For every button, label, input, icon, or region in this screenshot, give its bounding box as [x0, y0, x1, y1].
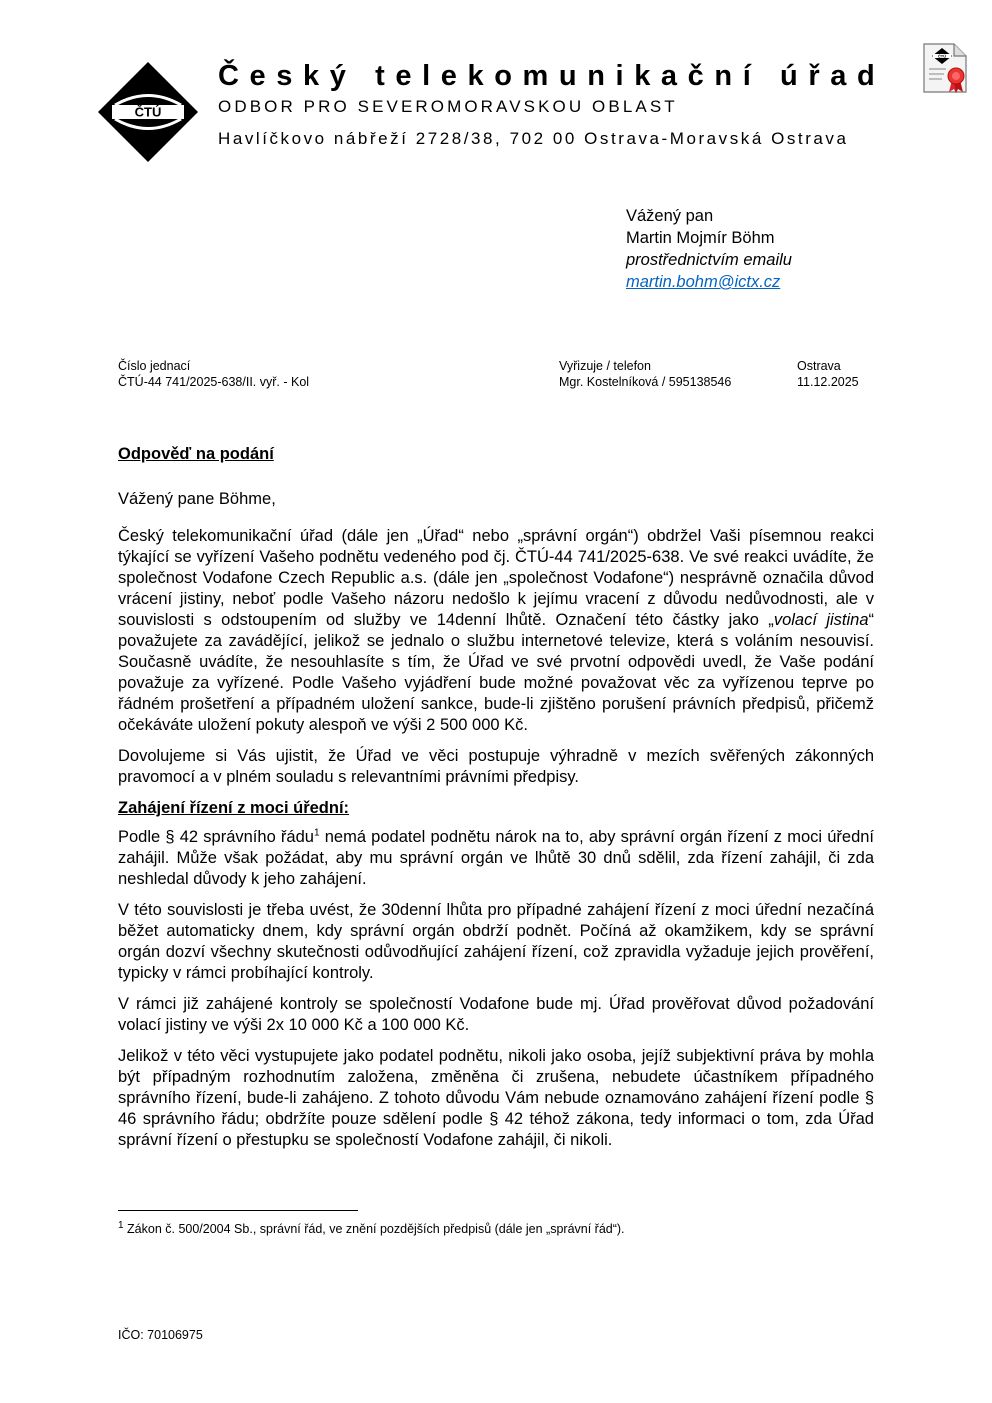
footnote-number: 1	[118, 1219, 124, 1231]
paragraph-3	[118, 827, 874, 890]
paragraph-1	[118, 526, 874, 736]
footnote	[118, 1220, 625, 1238]
date-value: 11.12.2025	[797, 375, 859, 389]
paragraph-6: Jelikož v této věci vystupujete jako podatel podnětu, nikoli jako osoba, jejíž subjektivní práva by mohla být případným rozhodnutím založena, změněna či zrušena, nebudete účastníkem případného správního řízení, bude-li zahájeno. Z tohoto důvodu Vám nebude oznamováno zahájení řízení podle § 46 správního řádu; obdržíte pouze sdělení podle § 42 téhož zákona, tedy informaci o tom, zda Úřad správní řízení o přestupku se společností Vodafone zahájil, či nikoli.	[118, 1047, 874, 1149]
paragraph-4: V této souvislosti je třeba uvést, že 30denní lhůta pro případné zahájení řízení z moci úřední nezačíná běžet automaticky dnem, kdy správní orgán obdrží podnět. Počíná až okamžikem, kdy se správní orgán dozví všechny skutečnosti odůvodňující zahájení řízení, což zpravidla vyžaduje jejich prověření, typicky v rámci probíhající kontroly.	[118, 901, 874, 982]
recipient-name: Martin Mojmír Böhm	[626, 229, 775, 247]
footnote-divider	[118, 1210, 358, 1211]
handler-label: Vyřizuje / telefon	[559, 359, 651, 373]
recipient-salutation: Vážený pan	[626, 207, 714, 225]
paragraph-3-part-b: nemá podatel podnětu nárok na to, aby správní orgán řízení z moci úřední zahájil. Může však požádat, aby mu správní orgán ve lhůtě 30 dnů sdělil, zda řízení zahájil, či zda neshledal důvody k jeho zahájení.	[118, 828, 875, 888]
place-label: Ostrava	[797, 359, 841, 373]
ctu-logo	[98, 62, 198, 162]
letter-subject: Odpověď na podání	[118, 445, 274, 463]
paragraph-1-part-b: “ považujete za zavádějící, jelikož se jednalo o službu internetové televize, která s voláním nesouvisí. Současně uvádíte, že nesouhlasíte s tím, že Úřad ve své prvotní odpovědi uvedl, že Vaše podání považuje za vyřízené. Podle Vašeho vyjádření bude možné považovat věc za vyřízenou teprve po řádném prošetření a případném uložení sankce, bude-li zjištěno porušení právních předpisů, přičemž očekáváte uložení pokuty alespoň ve výši 2 500 000 Kč.	[118, 611, 875, 734]
footer-ico: IČO: 70106975	[118, 1328, 203, 1342]
paragraph-5: V rámci již zahájené kontroly se společností Vodafone bude mj. Úřad prověřovat důvod požadování volací jistiny ve výši 2x 10 000 Kč a 100 000 Kč.	[118, 995, 874, 1034]
org-address: Havlíčkovo nábřeží 2728/38, 702 00 Ostrava-Moravská Ostrava	[218, 129, 849, 148]
handler-value: Mgr. Kostelníková / 595138546	[559, 375, 732, 389]
letter-greeting: Vážený pane Böhme,	[118, 490, 276, 508]
paragraph-1-part-a: Český telekomunikační úřad (dále jen „Úřad“ nebo „správní orgán“) obdržel Vaši písemnou reakci týkající se vyřízení Vašeho podnětu vedeného pod čj. ČTÚ-44 741/2025-638. Ve své reakci uvádíte, že společnost Vodafone Czech Republic a.s. (dále jen „společnost Vodafone“) nesprávně označila důvod vrácení jistiny, neboť podle Vašeho názoru nedošlo k jejímu vracení z důvodu nedůvodnosti, ale v souvislosti s odstoupením od služby ve 14denní lhůtě. Označení této částky jako „	[118, 527, 874, 629]
footnote-text: Zákon č. 500/2004 Sb., správní řád, ve znění pozdějších předpisů (dále jen „správní řád“).	[123, 1222, 625, 1236]
footnote-ref: 1	[313, 827, 320, 839]
ref-label: Číslo jednací	[118, 359, 191, 373]
paragraph-3-part-a: Podle § 42 správního řádu	[118, 828, 314, 846]
logo-text: ČTÚ	[134, 104, 162, 120]
letter-body	[118, 444, 874, 1161]
section-heading: Zahájení řízení z moci úřední:	[118, 799, 350, 817]
org-name: Český telekomunikační úřad	[218, 60, 886, 92]
org-department: ODBOR PRO SEVEROMORAVSKOU OBLAST	[218, 97, 678, 116]
certificate-seal-icon	[922, 42, 968, 94]
ref-value: ČTÚ-44 741/2025-638/II. vyř. - Kol	[118, 375, 310, 389]
recipient-delivery: prostřednictvím emailu	[626, 251, 792, 269]
paragraph-1-italic: volací jistina	[773, 611, 869, 629]
paragraph-2: Dovolujeme si Vás ujistit, že Úřad ve věci postupuje výhradně v mezích svěřených zákonných pravomocí a v plném souladu s relevantními právními předpisy.	[118, 747, 874, 786]
cert-badge-text: ČTÚ	[937, 53, 947, 59]
recipient-email-link[interactable]: martin.bohm@ictx.cz	[626, 273, 781, 291]
recipient-block	[626, 205, 792, 293]
